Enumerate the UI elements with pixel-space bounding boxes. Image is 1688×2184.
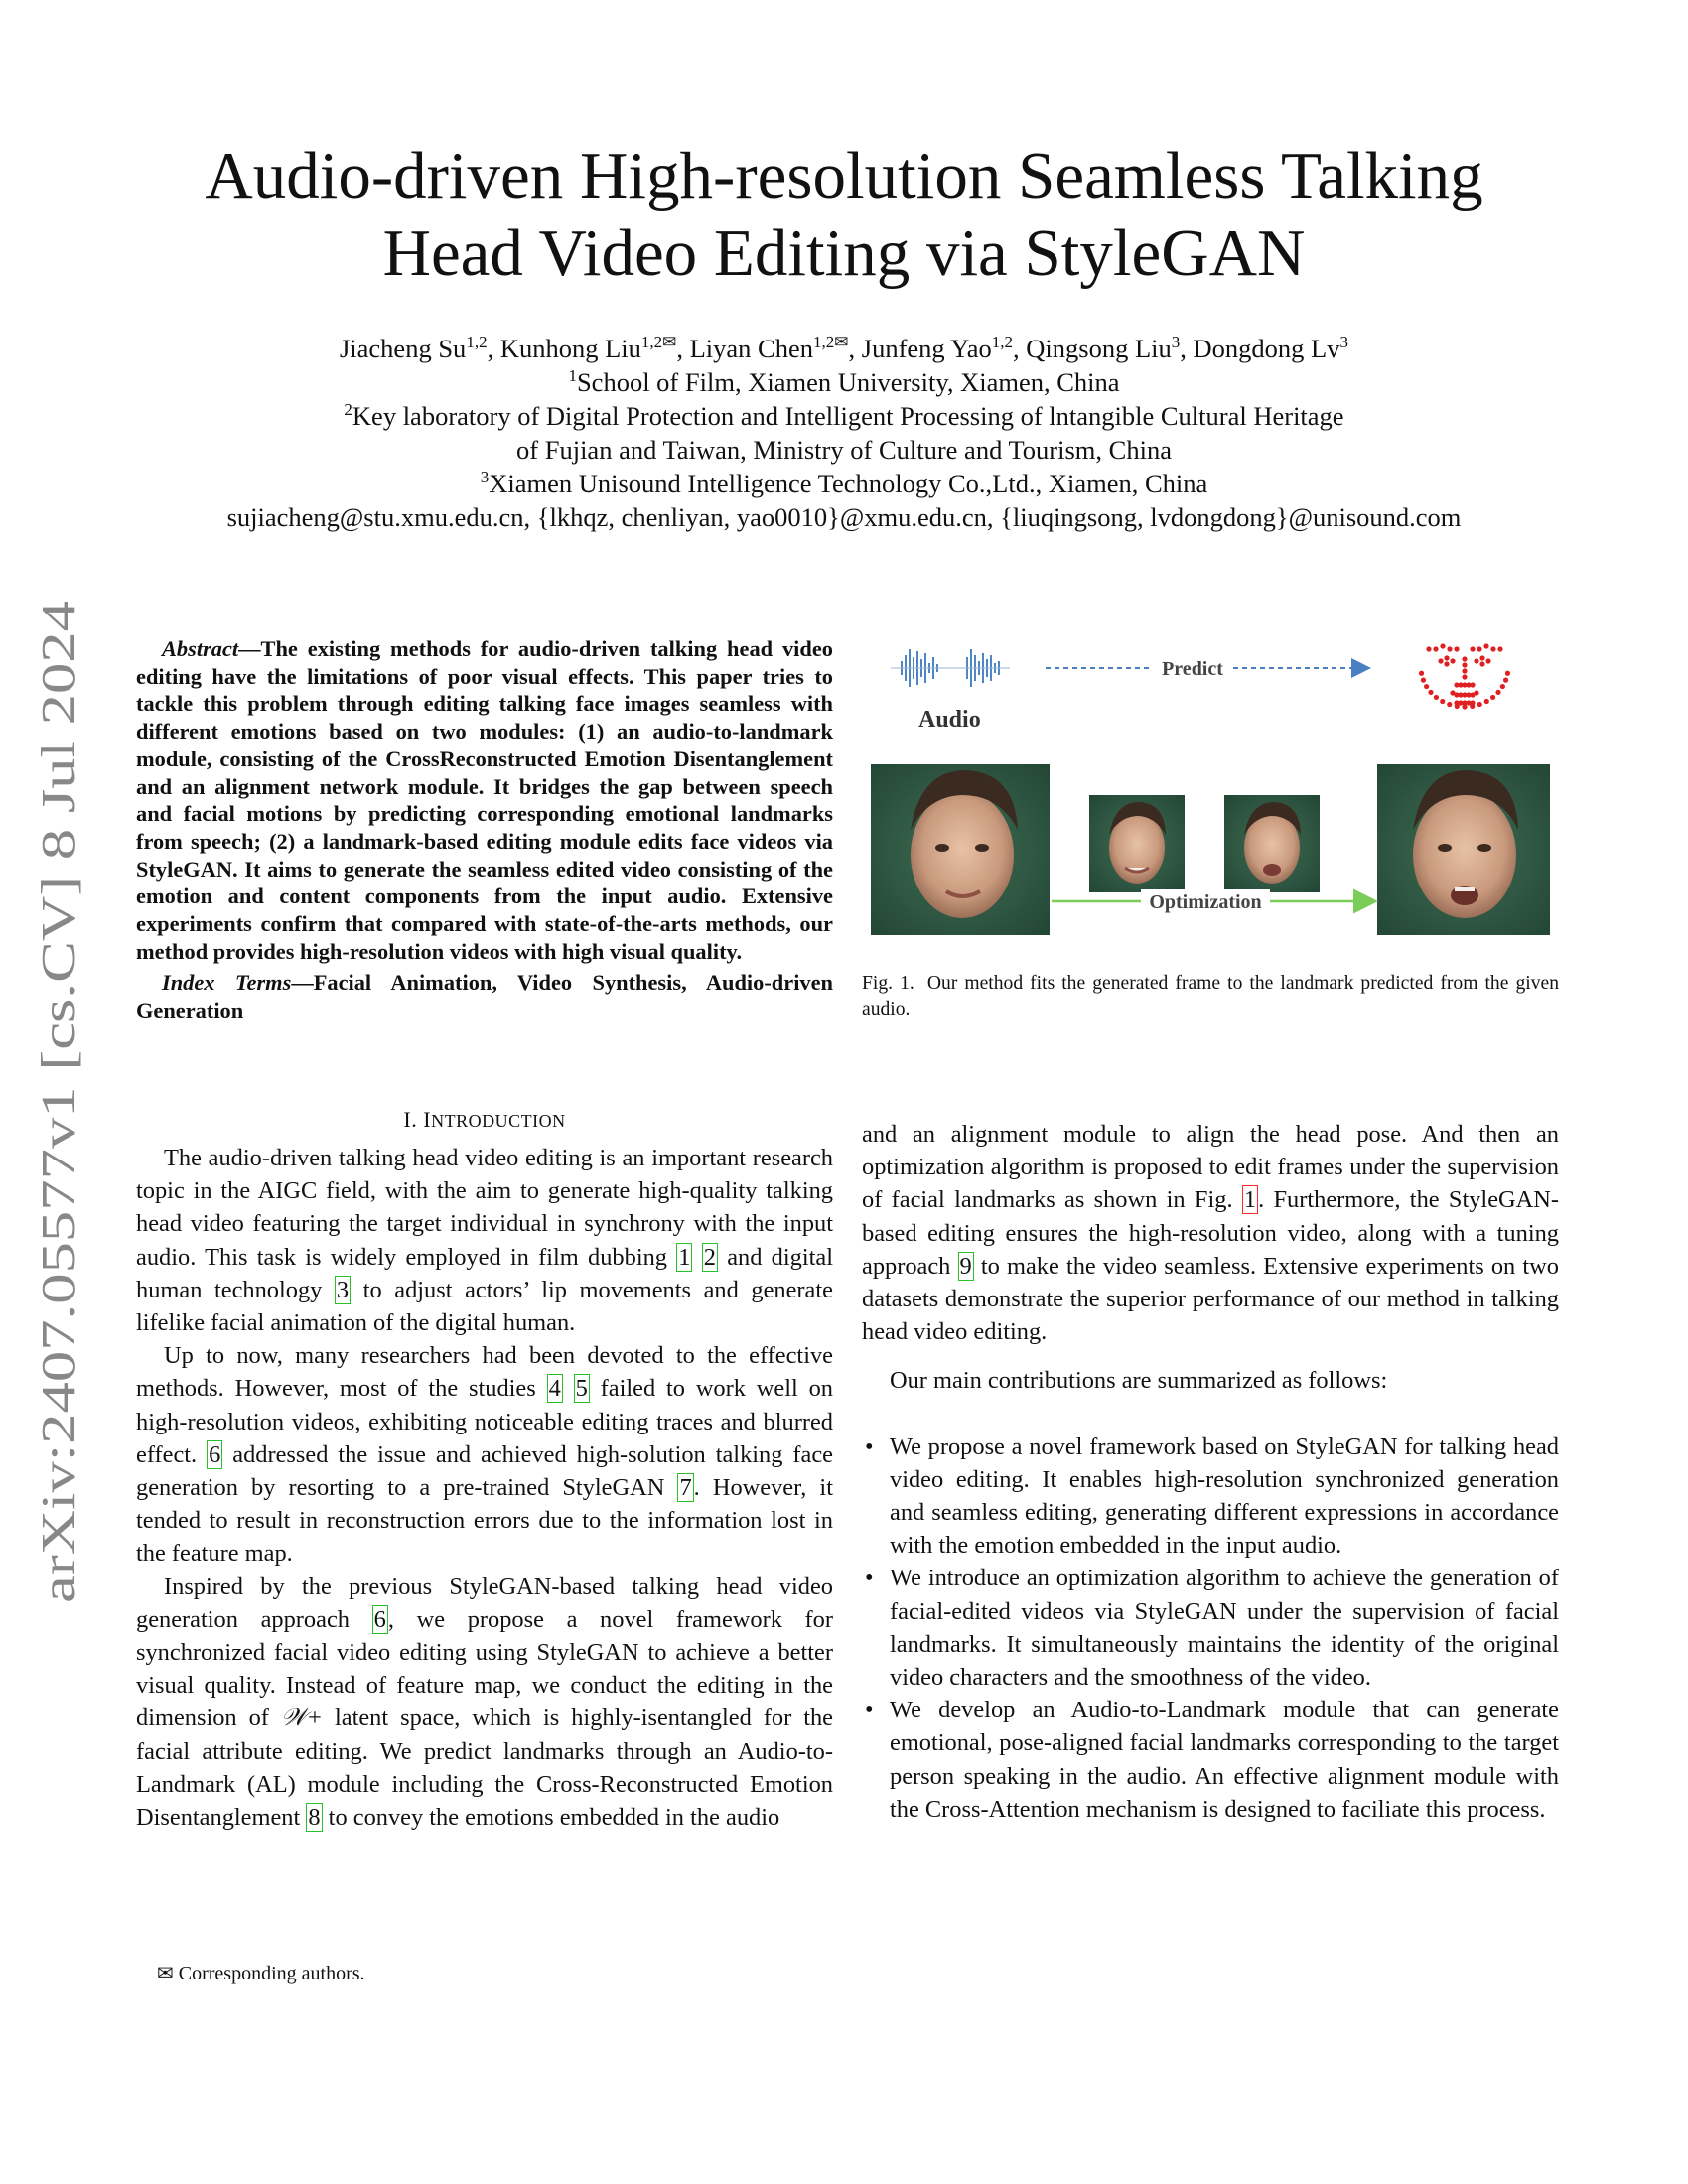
author-name: Liyan Chen — [689, 334, 813, 363]
landmark-point — [1447, 646, 1452, 651]
author-affiliation-mark: 1,2✉ — [813, 333, 849, 352]
contributions-lead: Our main contributions are summarized as follows: — [890, 1367, 1388, 1395]
contribution-item: • We propose a novel framework based on StyleGAN for talking head video editing. It enables high-resolution synchronized generation and seamless editing, generating different expressions in accordance with the emotion embedded in the input audio. — [862, 1431, 1559, 1563]
citation-link[interactable]: 2 — [703, 1243, 716, 1271]
citation-link[interactable]: 7 — [679, 1474, 692, 1502]
landmark-point — [1500, 684, 1505, 689]
landmark-point — [1479, 661, 1484, 666]
landmark-point — [1483, 643, 1488, 648]
optimization-label: Optimization — [1149, 891, 1262, 913]
author-affiliation-mark: 1,2 — [466, 333, 488, 352]
affiliation-1: $^1$School of Film, Xiamen University, Xiamen, China — [568, 366, 1120, 397]
intro-left-column — [136, 1142, 833, 1834]
author-affiliation-mark: 3 — [1171, 333, 1181, 352]
landmark-point — [1440, 643, 1445, 648]
section-heading-introduction: I. INTRODUCTION — [403, 1107, 566, 1132]
contribution-item: • We develop an Audio-to-Landmark module that can generate emotional, pose-aligned facial landmarks corresponding to the target person speaking in the audio. An effective alignment module with the Cross-Attention mechanism is designed to faciliate this process. — [862, 1694, 1559, 1826]
figure-1 — [871, 631, 1556, 947]
abstract-paragraph — [136, 635, 833, 965]
title-line-2: Head Video Editing via StyleGAN — [382, 216, 1306, 290]
landmark-point — [1454, 646, 1459, 651]
index-terms-label: Index Terms — [162, 970, 292, 996]
citation-link[interactable]: 4 — [548, 1375, 561, 1403]
intro-right-column — [862, 1118, 1559, 1826]
landmark-point — [1447, 702, 1452, 707]
landmark-point — [1479, 655, 1484, 660]
paper-title — [149, 137, 1539, 292]
abstract — [136, 635, 833, 1024]
figure-caption-label: Fig. 1. — [862, 973, 914, 994]
intermediate-face-image-1 — [1089, 795, 1185, 892]
facial-landmarks-icon — [1419, 643, 1510, 709]
landmark-point — [1450, 658, 1455, 663]
landmark-point — [1490, 695, 1495, 700]
landmark-point — [1424, 684, 1429, 689]
index-terms-text: —Facial Animation, Video Synthesis, Audio-driven Generation — [136, 970, 833, 1024]
landmark-point — [1490, 646, 1495, 651]
figure-1-caption — [862, 971, 1559, 1023]
intro-paragraph-3: Inspired by the previous StyleGAN-based talking head video generation approach 6, we propose a novel framework for synchronized facial video editing using StyleGAN to achieve a better visual quality. Instead of feature map, we conduct the editing in the dimension of 𝒲+ latent space, which is highly-isentangled for the facial attribute editing. We predict landmarks through an Audio-to-Landmark (AL) module including the Cross-Reconstructed Emotion Disentanglement 8 to convey the emotions embedded in the audio — [136, 1572, 834, 1832]
intro-paragraph-2: Up to now, many researchers had been devoted to the effective methods. However, most of the studies 4 5 failed to work well on high-resolution videos, exhibiting noticeable editing traces and blurred effect. 6 addressed the issue and achieved high-solution talking face generation by resorting to a pre-trained StyleGAN 7. However, it tended to result in reconstruction errors due to the information lost in the feature map. — [136, 1342, 833, 1568]
landmark-point — [1426, 646, 1431, 651]
citation-link[interactable]: 5 — [575, 1375, 588, 1403]
audio-label: Audio — [918, 707, 981, 733]
citation-link[interactable]: 1 — [678, 1243, 691, 1271]
edited-face-image — [1377, 764, 1550, 935]
author-block — [149, 332, 1539, 530]
landmark-point — [1421, 678, 1426, 683]
landmark-point — [1462, 656, 1467, 661]
arxiv-id-text: arXiv:2407.05577v1 [cs.CV] 8 Jul 2024 — [31, 819, 85, 1603]
author-name: Kunhong Liu — [499, 334, 641, 363]
landmark-point — [1477, 702, 1482, 707]
citation-link[interactable]: 9 — [959, 1252, 972, 1280]
author-name: Jiacheng Su — [339, 334, 467, 363]
affiliation-2: $^2$Key laboratory of Digital Protection and Intelligent Processing of lntangible Cultural Heritage — [344, 400, 1344, 431]
contributions-list — [862, 1431, 1559, 1826]
citation-link[interactable]: 6 — [209, 1440, 221, 1468]
audio-waveform-icon — [891, 649, 1010, 687]
landmark-point — [1470, 682, 1475, 687]
citation-link[interactable]: 3 — [336, 1276, 350, 1303]
landmark-point — [1433, 646, 1438, 651]
landmark-point — [1444, 655, 1449, 660]
author-affiliation-mark: 1,2 — [991, 333, 1014, 352]
corresponding-footnote: ✉ Corresponding authors. — [157, 1963, 365, 1984]
landmark-point — [1503, 678, 1508, 683]
figure-reference-link[interactable]: 1 — [1243, 1186, 1257, 1214]
landmark-point — [1474, 658, 1478, 663]
landmark-point — [1495, 690, 1500, 695]
author-affiliation-mark: 3 — [1339, 333, 1348, 352]
title-line-1: Audio-driven High-resolution Seamless Talking — [205, 139, 1483, 212]
abstract-text: —The existing methods for audio-driven talking head video editing have the limitations of poor visual effects. This paper tries to tackle this problem through editing talking face images seamless with different emotions based on two modules: (1) an audio-to-landmark module, consisting of the CrossReconstructed Emotion Disentanglement and an alignment network module. It bridges the gap between speech and facial motions by predicting corresponding emotional landmarks from speech; (2) a landmark-based editing module edits face videos via StyleGAN. It aims to generate the seamless edited video consisting of the emotion and content components from the input audio. Extensive experiments confirm that compared with state-of-the-arts methods, our method provides high-resolution videos with high visual quality. — [136, 636, 833, 964]
intermediate-face-image-2 — [1224, 795, 1320, 892]
author-name: Junfeng Yao — [861, 334, 992, 363]
landmark-point — [1419, 671, 1424, 676]
landmark-point — [1428, 690, 1433, 695]
affiliation-3: $^3$Xiamen Unisound Intelligence Technology Co.,Ltd., Xiamen, China — [480, 468, 1208, 498]
landmark-point — [1444, 661, 1449, 666]
contribution-item: • We introduce an optimization algorithm to achieve the generation of facial-edited videos via StyleGAN under the supervision of facial landmarks. It simultaneously maintains the identity of the original video characters and the smoothness of the video. — [862, 1562, 1559, 1694]
landmark-point — [1462, 674, 1467, 679]
landmark-point — [1505, 671, 1510, 676]
index-terms — [136, 969, 833, 1024]
author-name: Qingsong Liu — [1026, 334, 1172, 363]
author-list: Jiacheng Su$^{1,2}$, Kunhong Liu$^{1,2✉}$, Liyan Chen$^{1,2✉}$, Junfeng Yao$^{1,2}$, Qingsong Liu$^3$, Dongdong Lv$^3$ — [339, 333, 1348, 363]
landmark-point — [1434, 695, 1439, 700]
figure-caption-text: Our method fits the generated frame to the landmark predicted from the given audio. — [862, 973, 1559, 1020]
author-affiliation-mark: 1,2✉ — [640, 333, 677, 352]
landmark-point — [1470, 646, 1475, 651]
intro-paragraph-1: The audio-driven talking head video editing is an important research topic in the AIGC field, with the aim to generate high-quality talking head video featuring the target individual in synchrony with the input audio. This task is widely employed in film dubbing 1 2 and digital human technology 3 to adjust actors’ lip movements and generate lifelike facial animation of the digital human. — [136, 1145, 833, 1337]
landmark-point — [1462, 662, 1467, 667]
source-face-image — [871, 764, 1050, 935]
author-emails: sujiacheng@stu.xmu.edu.cn, {lkhqz, chenliyan, yao0010}@xmu.edu.cn, {liuqingsong, lvdongdong}@unisound.com — [226, 502, 1462, 532]
author-name: Dongdong Lv — [1193, 334, 1340, 363]
citation-link[interactable]: 6 — [373, 1605, 386, 1633]
landmark-point — [1438, 658, 1443, 663]
predict-label: Predict — [1162, 658, 1223, 680]
affiliation-2-cont: of Fujian and Taiwan, Ministry of Culture and Tourism, China — [516, 435, 1172, 465]
abstract-label: Abstract — [162, 636, 239, 661]
landmark-point — [1440, 699, 1445, 704]
citation-link[interactable]: 8 — [308, 1804, 321, 1832]
landmark-point — [1497, 646, 1502, 651]
landmark-point — [1474, 690, 1478, 695]
arxiv-identifier — [28, 596, 87, 1608]
landmark-point — [1484, 699, 1489, 704]
landmark-point — [1477, 646, 1481, 651]
landmark-point — [1485, 658, 1490, 663]
landmark-point — [1462, 668, 1467, 673]
landmark-point — [1470, 700, 1475, 705]
intro-paragraph-4: and an alignment module to align the head pose. And then an optimization algorithm is proposed to edit frames under the supervision of facial landmarks as shown in Fig. 1. Furthermore, the StyleGAN-based editing ensures the high-resolution video, along with a tuning approach 9 to make the video seamless. Extensive experiments on two datasets demonstrate the superior performance of our method in talking head video editing. — [862, 1121, 1560, 1346]
